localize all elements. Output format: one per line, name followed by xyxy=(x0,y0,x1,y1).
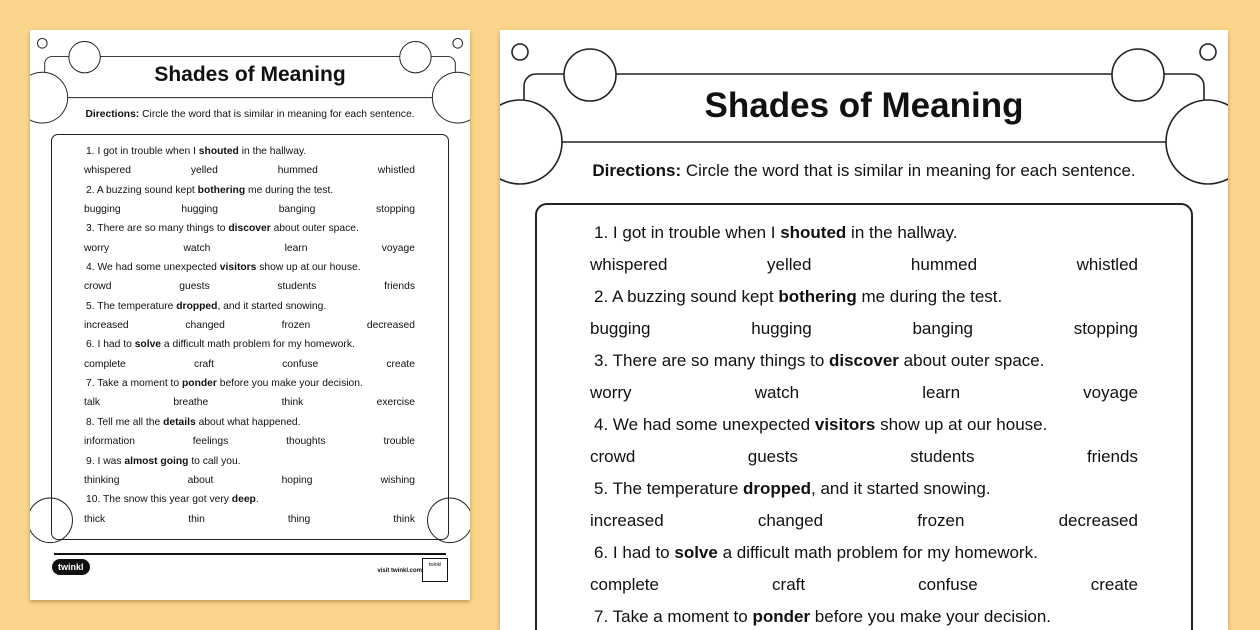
twinkl-logo: twinkl xyxy=(52,559,90,575)
answer-option[interactable]: exercise xyxy=(376,397,415,409)
sentence-before: There are so many things to xyxy=(612,351,829,370)
target-word: deep xyxy=(231,494,256,506)
question-sentence xyxy=(590,348,1138,380)
answer-option[interactable]: whistled xyxy=(1076,255,1138,274)
answer-option[interactable]: thing xyxy=(287,513,311,525)
sentence-before: The snow this year got very xyxy=(103,494,232,506)
sentence-after: me during the test. xyxy=(245,184,334,196)
target-word: ponder xyxy=(752,607,811,626)
sentence-before: Tell me all the xyxy=(97,416,164,428)
answer-option[interactable]: friends xyxy=(1086,447,1138,466)
answer-option[interactable]: think xyxy=(281,397,304,409)
target-word: visitors xyxy=(219,262,257,274)
sentence-before: Take a moment to xyxy=(612,607,753,626)
answer-option[interactable]: yelled xyxy=(190,165,218,177)
answer-options xyxy=(590,316,1138,348)
question-sentence xyxy=(590,220,1138,252)
answer-options xyxy=(84,279,415,298)
sentence-before: I had to xyxy=(97,339,135,351)
sentence-after: , and it started snowing. xyxy=(811,479,991,498)
answer-options xyxy=(590,508,1138,540)
answer-option[interactable]: about xyxy=(187,474,214,486)
answer-option[interactable]: trouble xyxy=(383,436,415,448)
sentence-after: before you make your decision. xyxy=(216,378,363,390)
sentence-after: . xyxy=(255,494,259,506)
sentence-before: I was xyxy=(97,455,125,467)
answer-option[interactable]: watch xyxy=(754,383,800,402)
target-word: discover xyxy=(228,223,271,235)
question-sentence xyxy=(590,412,1138,444)
answer-option[interactable]: whistled xyxy=(377,165,415,177)
answer-option[interactable]: learn xyxy=(922,383,961,402)
answer-option[interactable]: friends xyxy=(384,281,415,293)
target-word: ponder xyxy=(181,378,217,390)
page-title: Shades of Meaning xyxy=(704,86,1024,125)
sentence-after: about what happened. xyxy=(195,416,301,428)
answer-option[interactable]: complete xyxy=(84,358,126,370)
question-number: 1. xyxy=(594,223,609,242)
answer-option[interactable]: talk xyxy=(84,397,101,409)
sentence-after: show up at our house. xyxy=(875,415,1048,434)
question-number: 4. xyxy=(86,262,95,274)
sentence-before: I had to xyxy=(612,543,675,562)
sentence-after: a difficult math problem for my homework. xyxy=(717,543,1038,562)
answer-option[interactable]: confuse xyxy=(918,575,978,594)
answer-options xyxy=(84,473,415,492)
sentence-after: in the hallway. xyxy=(846,223,958,242)
question-number: 7. xyxy=(86,378,95,390)
answer-option[interactable]: worry xyxy=(590,383,632,402)
answer-option[interactable]: thinking xyxy=(84,474,120,486)
answer-option[interactable]: whispered xyxy=(84,165,131,177)
directions-text: Circle the word that is similar in meaning for each sentence. xyxy=(681,161,1136,180)
target-word: details xyxy=(163,416,196,428)
directions-text: Circle the word that is similar in meaning for each sentence. xyxy=(139,109,415,120)
answer-option[interactable]: hugging xyxy=(751,319,812,338)
answer-options xyxy=(84,395,415,414)
sentence-before: There are so many things to xyxy=(97,223,229,235)
answer-option[interactable]: crowd xyxy=(590,447,636,466)
sentence-before: A buzzing sound kept xyxy=(96,184,198,196)
answer-option[interactable]: hugging xyxy=(181,204,218,216)
question-number: 2. xyxy=(86,184,95,196)
sentence-after: me during the test. xyxy=(856,287,1003,306)
answer-option[interactable]: craft xyxy=(193,358,214,370)
answer-option[interactable]: hoping xyxy=(281,474,313,486)
answer-options xyxy=(84,163,415,182)
answer-options xyxy=(84,318,415,337)
answer-option[interactable]: students xyxy=(277,281,317,293)
answer-option[interactable]: feelings xyxy=(192,436,229,448)
target-word: discover xyxy=(829,351,899,370)
answer-option[interactable]: information xyxy=(84,436,135,448)
answer-option[interactable]: increased xyxy=(590,511,664,530)
sentence-after: show up at our house. xyxy=(256,262,361,274)
answer-option[interactable]: students xyxy=(910,447,975,466)
answer-option[interactable]: worry xyxy=(84,242,110,254)
answer-option[interactable]: bugging xyxy=(84,204,121,216)
answer-option[interactable]: complete xyxy=(590,575,659,594)
question-number: 2. xyxy=(594,287,609,306)
question-number: 7. xyxy=(594,607,609,626)
question-number: 3. xyxy=(594,351,609,370)
answer-option[interactable]: think xyxy=(393,513,415,525)
worksheet-thumbnail[interactable] xyxy=(30,30,470,600)
footer-url: visit twinkl.com xyxy=(377,568,422,574)
answer-option[interactable]: whispered xyxy=(590,255,668,274)
answer-options xyxy=(590,572,1138,604)
answer-option[interactable]: thick xyxy=(84,513,106,525)
question-number: 3. xyxy=(86,223,95,235)
answer-option[interactable]: stopping xyxy=(1073,319,1138,338)
question-sentence xyxy=(590,540,1138,572)
question-sentence xyxy=(84,144,415,163)
target-word: bothering xyxy=(197,184,246,196)
question-number: 8. xyxy=(86,416,95,428)
directions-label: Directions: xyxy=(85,109,140,120)
question-sentence xyxy=(84,492,415,511)
answer-option[interactable]: decreased xyxy=(1058,511,1138,530)
target-word: shouted xyxy=(198,146,239,157)
answer-option[interactable]: voyage xyxy=(381,242,415,254)
sentence-before: A buzzing sound kept xyxy=(611,287,779,306)
target-word: almost going xyxy=(124,455,189,467)
answer-option[interactable]: changed xyxy=(185,320,225,332)
answer-options xyxy=(84,202,415,221)
answer-option[interactable]: create xyxy=(386,358,415,370)
answer-options xyxy=(84,357,415,376)
question-number: 9. xyxy=(86,455,95,467)
answer-option[interactable]: banging xyxy=(912,319,973,338)
sentence-before: I got in trouble when I xyxy=(97,146,199,157)
question-number: 1. xyxy=(86,146,95,157)
answer-option[interactable]: voyage xyxy=(1083,383,1138,402)
question-sentence xyxy=(84,337,415,356)
answer-option[interactable]: create xyxy=(1090,575,1138,594)
answer-options xyxy=(590,444,1138,476)
question-sentence xyxy=(590,284,1138,316)
directions xyxy=(500,161,1228,181)
answer-option[interactable]: yelled xyxy=(767,255,812,274)
question-sentence xyxy=(590,476,1138,508)
answer-option[interactable]: guests xyxy=(179,281,210,293)
target-word: visitors xyxy=(814,415,876,434)
page-title: Shades of Meaning xyxy=(154,63,346,86)
answer-option[interactable]: increased xyxy=(84,320,129,332)
sentence-before: Take a moment to xyxy=(97,378,182,390)
question-sentence xyxy=(84,454,415,473)
sentence-after: in the hallway. xyxy=(238,146,307,157)
answer-option[interactable]: confuse xyxy=(282,358,319,370)
question-number: 5. xyxy=(594,479,609,498)
question-sentence xyxy=(84,221,415,240)
question-number: 10. xyxy=(86,494,101,506)
sentence-after: before you make your decision. xyxy=(810,607,1052,626)
target-word: dropped xyxy=(743,479,812,498)
question-sentence xyxy=(590,604,1138,630)
question-number: 5. xyxy=(86,300,95,312)
question-sentence xyxy=(84,376,415,395)
target-word: shouted xyxy=(780,223,847,242)
answer-option[interactable]: breathe xyxy=(173,397,209,409)
question-list xyxy=(84,144,415,531)
answer-option[interactable]: guests xyxy=(747,447,798,466)
sentence-after: a difficult math problem for my homework. xyxy=(161,339,355,351)
question-sentence xyxy=(84,183,415,202)
answer-option[interactable]: banging xyxy=(278,204,316,216)
question-sentence xyxy=(84,415,415,434)
question-sentence xyxy=(84,299,415,318)
answer-options xyxy=(590,380,1138,412)
answer-option[interactable]: wishing xyxy=(380,474,415,486)
sentence-after: , and it started snowing. xyxy=(217,300,327,312)
twinkl-badge: twinkl xyxy=(422,558,448,582)
sentence-before: I got in trouble when I xyxy=(612,223,781,242)
sentence-before: The temperature xyxy=(97,300,177,312)
sentence-before: The temperature xyxy=(612,479,744,498)
sentence-after: about outer space. xyxy=(270,223,359,235)
footer-divider xyxy=(54,553,446,555)
answer-option[interactable]: learn xyxy=(284,242,308,254)
question-number: 4. xyxy=(594,415,609,434)
sentence-before: We had some unexpected xyxy=(97,262,220,274)
answer-option[interactable]: frozen xyxy=(917,511,965,530)
directions-label: Directions: xyxy=(592,161,682,180)
sentence-before: We had some unexpected xyxy=(612,415,815,434)
answer-option[interactable]: thin xyxy=(188,513,205,525)
answer-option[interactable]: hummed xyxy=(277,165,318,177)
answer-option[interactable]: frozen xyxy=(281,320,311,332)
sentence-after: to call you. xyxy=(188,455,241,467)
answer-option[interactable]: stopping xyxy=(376,204,415,216)
target-word: bothering xyxy=(778,287,857,306)
sentence-after: about outer space. xyxy=(898,351,1045,370)
target-word: solve xyxy=(134,339,162,351)
answer-options xyxy=(84,512,415,531)
answer-options xyxy=(84,434,415,453)
worksheet-preview xyxy=(500,30,1228,630)
answer-option[interactable]: bugging xyxy=(590,319,651,338)
question-sentence xyxy=(84,260,415,279)
answer-option[interactable]: craft xyxy=(772,575,806,594)
target-word: dropped xyxy=(176,300,218,312)
answer-option[interactable]: watch xyxy=(183,242,211,254)
question-number: 6. xyxy=(594,543,609,562)
directions xyxy=(30,109,470,120)
answer-options xyxy=(84,241,415,260)
answer-option[interactable]: thoughts xyxy=(286,436,326,448)
target-word: solve xyxy=(674,543,718,562)
answer-option[interactable]: crowd xyxy=(84,281,112,293)
question-number: 6. xyxy=(86,339,95,351)
answer-options xyxy=(590,252,1138,284)
answer-option[interactable]: changed xyxy=(757,511,824,530)
question-list xyxy=(590,220,1138,630)
answer-option[interactable]: hummed xyxy=(910,255,978,274)
answer-option[interactable]: decreased xyxy=(366,320,415,332)
